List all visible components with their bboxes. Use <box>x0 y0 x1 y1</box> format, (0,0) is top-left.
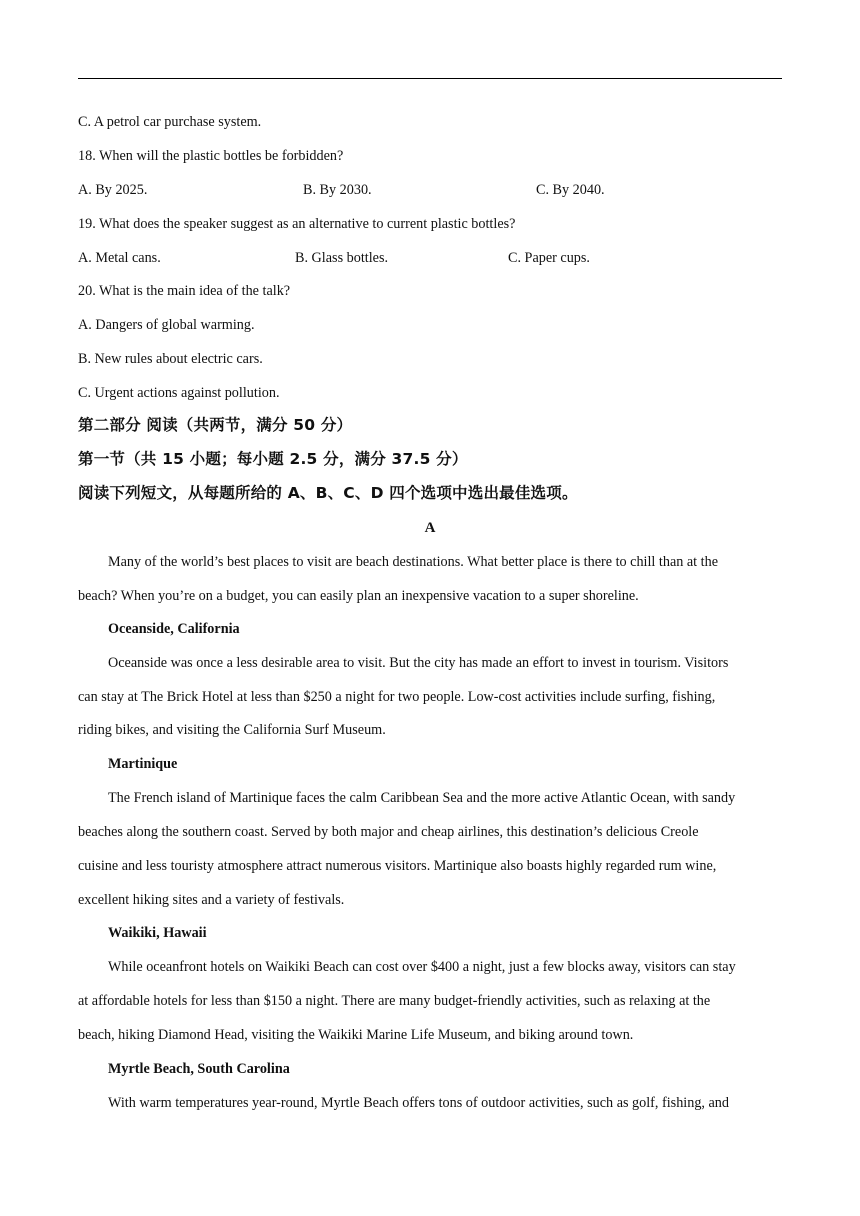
part2-heading: 第二部分 阅读（共两节，满分 50 分） <box>78 416 353 434</box>
section-title-waikiki: Waikiki, Hawaii <box>108 925 207 941</box>
q18-option-a: A. By 2025. <box>78 182 148 198</box>
myrtle-beach-line: With warm temperatures year-round, Myrtle Beach offers tons of outdoor activities, such as golf, fishing, and <box>108 1095 729 1111</box>
section1-heading: 第一节（共 15 小题；每小题 2.5 分，满分 37.5 分） <box>78 450 468 468</box>
q20-question: 20. What is the main idea of the talk? <box>78 283 291 299</box>
q19-option-a: A. Metal cans. <box>78 250 161 266</box>
q19-option-b: B. Glass bottles. <box>295 250 389 266</box>
q19-question: 19. What does the speaker suggest as an alternative to current plastic bottles? <box>78 216 516 232</box>
q18-option-c: C. By 2040. <box>536 182 605 198</box>
header-rule <box>78 78 782 79</box>
section-title-myrtle-beach: Myrtle Beach, South Carolina <box>108 1061 290 1077</box>
oceanside-line: can stay at The Brick Hotel at less than $250 a night for two people. Low-cost activities include surfing, fishing, <box>78 689 716 705</box>
martinique-line: The French island of Martinique faces the calm Caribbean Sea and the more active Atlantic Ocean, with sandy <box>108 790 736 806</box>
martinique-line: excellent hiking sites and a variety of festivals. <box>78 892 345 908</box>
q19-options <box>78 249 778 267</box>
martinique-line: beaches along the southern coast. Served by both major and cheap airlines, this destination’s delicious Creole <box>78 824 699 840</box>
reading-instruction: 阅读下列短文，从每题所给的 A、B、C、D 四个选项中选出最佳选项。 <box>78 484 578 502</box>
oceanside-line: Oceanside was once a less desirable area to visit. But the city has made an effort to invest in tourism. Visitors <box>108 655 729 671</box>
q20-option-b: B. New rules about electric cars. <box>78 351 263 367</box>
q18-options <box>78 181 778 199</box>
q19-option-c: C. Paper cups. <box>508 250 590 266</box>
q18-question: 18. When will the plastic bottles be forbidden? <box>78 148 344 164</box>
waikiki-line: While oceanfront hotels on Waikiki Beach can cost over $400 a night, just a few blocks away, visitors can stay <box>108 959 736 975</box>
q20-option-a: A. Dangers of global warming. <box>78 317 255 333</box>
passage-letter: A <box>424 520 436 536</box>
intro-line: Many of the world’s best places to visit are beach destinations. What better place is there to chill than at the <box>108 554 719 570</box>
waikiki-line: at affordable hotels for less than $150 a night. There are many budget-friendly activities, such as relaxing at the <box>78 993 711 1009</box>
section-title-martinique: Martinique <box>108 756 178 772</box>
intro-line: beach? When you’re on a budget, you can easily plan an inexpensive vacation to a super shoreline. <box>78 588 639 604</box>
q20-option-c: C. Urgent actions against pollution. <box>78 385 280 401</box>
section-title-oceanside: Oceanside, California <box>108 621 240 637</box>
martinique-line: cuisine and less touristy atmosphere attract numerous visitors. Martinique also boasts highly regarded rum wine, <box>78 858 717 874</box>
waikiki-line: beach, hiking Diamond Head, visiting the Waikiki Marine Life Museum, and biking around town. <box>78 1027 634 1043</box>
q18-option-b: B. By 2030. <box>303 182 372 198</box>
oceanside-line: riding bikes, and visiting the California Surf Museum. <box>78 722 386 738</box>
q17-option-c: C. A petrol car purchase system. <box>78 114 262 130</box>
